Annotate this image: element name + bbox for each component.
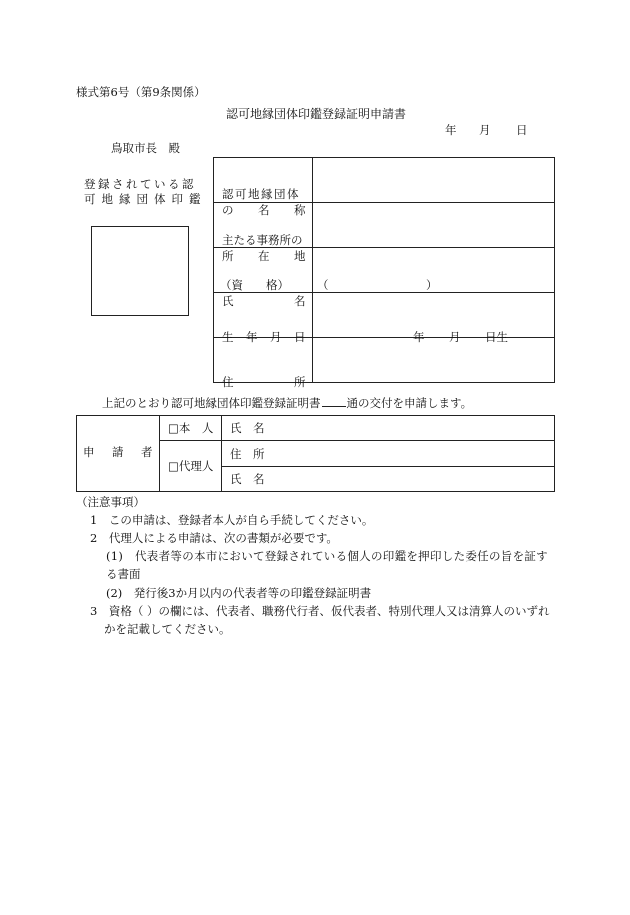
org-name-label-no: の <box>222 203 234 217</box>
address-row <box>214 338 555 383</box>
self-name-label: 氏 名 <box>230 421 265 435</box>
birth-label-gatsu: 月 <box>270 330 282 344</box>
org-name-label-sho: 称 <box>294 203 306 217</box>
agent-name-cell[interactable] <box>222 467 555 492</box>
agent-checkbox-cell[interactable] <box>160 441 222 492</box>
copies-blank[interactable] <box>322 396 346 407</box>
birth-month: 月 <box>449 330 461 344</box>
agent-name-label: 氏 名 <box>230 472 265 486</box>
org-name-label-cell <box>214 158 313 217</box>
request-sentence <box>102 396 472 410</box>
agent-address-label: 住 所 <box>230 446 265 461</box>
org-name-label-na: 名 <box>258 203 270 217</box>
applicant-label-cell <box>77 416 160 492</box>
birth-value-cell[interactable] <box>313 293 555 344</box>
office-label-zai: 在 <box>258 249 270 263</box>
qualification-open: （資 <box>220 278 243 292</box>
note-3-line1: 3 資格（ ）の欄には、代表者、職務代行者、仮代表者、特別代理人又は清算人のいずれ <box>90 604 550 618</box>
birth-day: 日生 <box>485 330 508 344</box>
note-2-1-line2: る書面 <box>106 567 141 581</box>
registered-seal-box <box>91 226 189 316</box>
note-3-line2: かを記載してください。 <box>104 622 231 636</box>
note-2-1-line1: (1) 代表者等の本市において登録されている個人の印鑑を押印した委任の旨を証す <box>106 549 548 563</box>
address-label-ju: 住 <box>222 375 234 389</box>
page-title: 認可地縁団体印鑑登録証明申請書 <box>226 107 407 121</box>
office-value-cell[interactable] <box>313 203 555 248</box>
address-label-cell <box>214 338 313 389</box>
note-1: 1 この申請は、登録者本人が自ら手続してください。 <box>90 513 374 527</box>
agent-address-cell[interactable] <box>222 441 555 467</box>
date-month-label: 月 <box>479 123 491 137</box>
applicant-label-sha: 者 <box>141 445 153 459</box>
request-sentence-after: 通の交付を申請します。 <box>346 396 473 410</box>
name-label-mei: 名 <box>294 294 306 308</box>
office-label-line1: 主たる事務所の <box>222 233 303 247</box>
qualification-paren-close: ） <box>426 278 438 292</box>
org-name-label-line1: 認可地縁団体 <box>222 187 300 201</box>
addressee: 鳥取市長 殿 <box>111 141 180 155</box>
self-name-cell[interactable] <box>222 416 555 441</box>
registration-info-table <box>213 157 555 389</box>
applicant-label-shin: 申 <box>83 445 95 459</box>
birth-row <box>214 293 555 338</box>
name-value-cell[interactable] <box>313 248 555 293</box>
name-label-shi: 氏 <box>222 294 234 308</box>
date-day-label: 日 <box>516 123 528 137</box>
qualification-close: 格） <box>266 278 289 292</box>
request-sentence-before: 上記のとおり認可地縁団体印鑑登録証明書 <box>102 396 321 410</box>
self-checkbox-cell[interactable] <box>160 416 222 441</box>
applicant-table <box>76 415 555 492</box>
org-name-value-cell[interactable] <box>313 158 555 203</box>
applicant-row-1 <box>77 416 555 441</box>
note-2-2: (2) 発行後3か月以内の代表者等の印鑑登録証明書 <box>106 586 372 600</box>
birth-year: 年 <box>413 330 425 344</box>
date-year-label: 年 <box>445 123 457 137</box>
office-label-chi: 地 <box>294 249 306 263</box>
birth-label-hi: 日 <box>294 330 306 344</box>
address-value-cell[interactable] <box>313 338 555 383</box>
agent-checkbox[interactable]: □代理人 <box>168 459 214 473</box>
self-checkbox[interactable]: □本 人 <box>168 421 214 435</box>
office-label-sho: 所 <box>222 249 234 263</box>
address-label-sho: 所 <box>294 375 306 389</box>
note-2: 2 代理人による申請は、次の書類が必要です。 <box>90 531 338 545</box>
notes-header: （注意事項） <box>76 495 145 509</box>
applicant-label-sei: 請 <box>112 445 124 459</box>
birth-label-nen: 年 <box>246 330 258 344</box>
form-number: 様式第6号（第9条関係） <box>76 85 206 99</box>
seal-label-line1: 登録されている認 <box>84 177 196 191</box>
birth-label-sei: 生 <box>222 330 234 344</box>
org-name-row <box>214 158 555 203</box>
qualification-paren-open: （ <box>317 278 329 292</box>
seal-label-line2: 可地縁団体印鑑 <box>84 192 207 206</box>
